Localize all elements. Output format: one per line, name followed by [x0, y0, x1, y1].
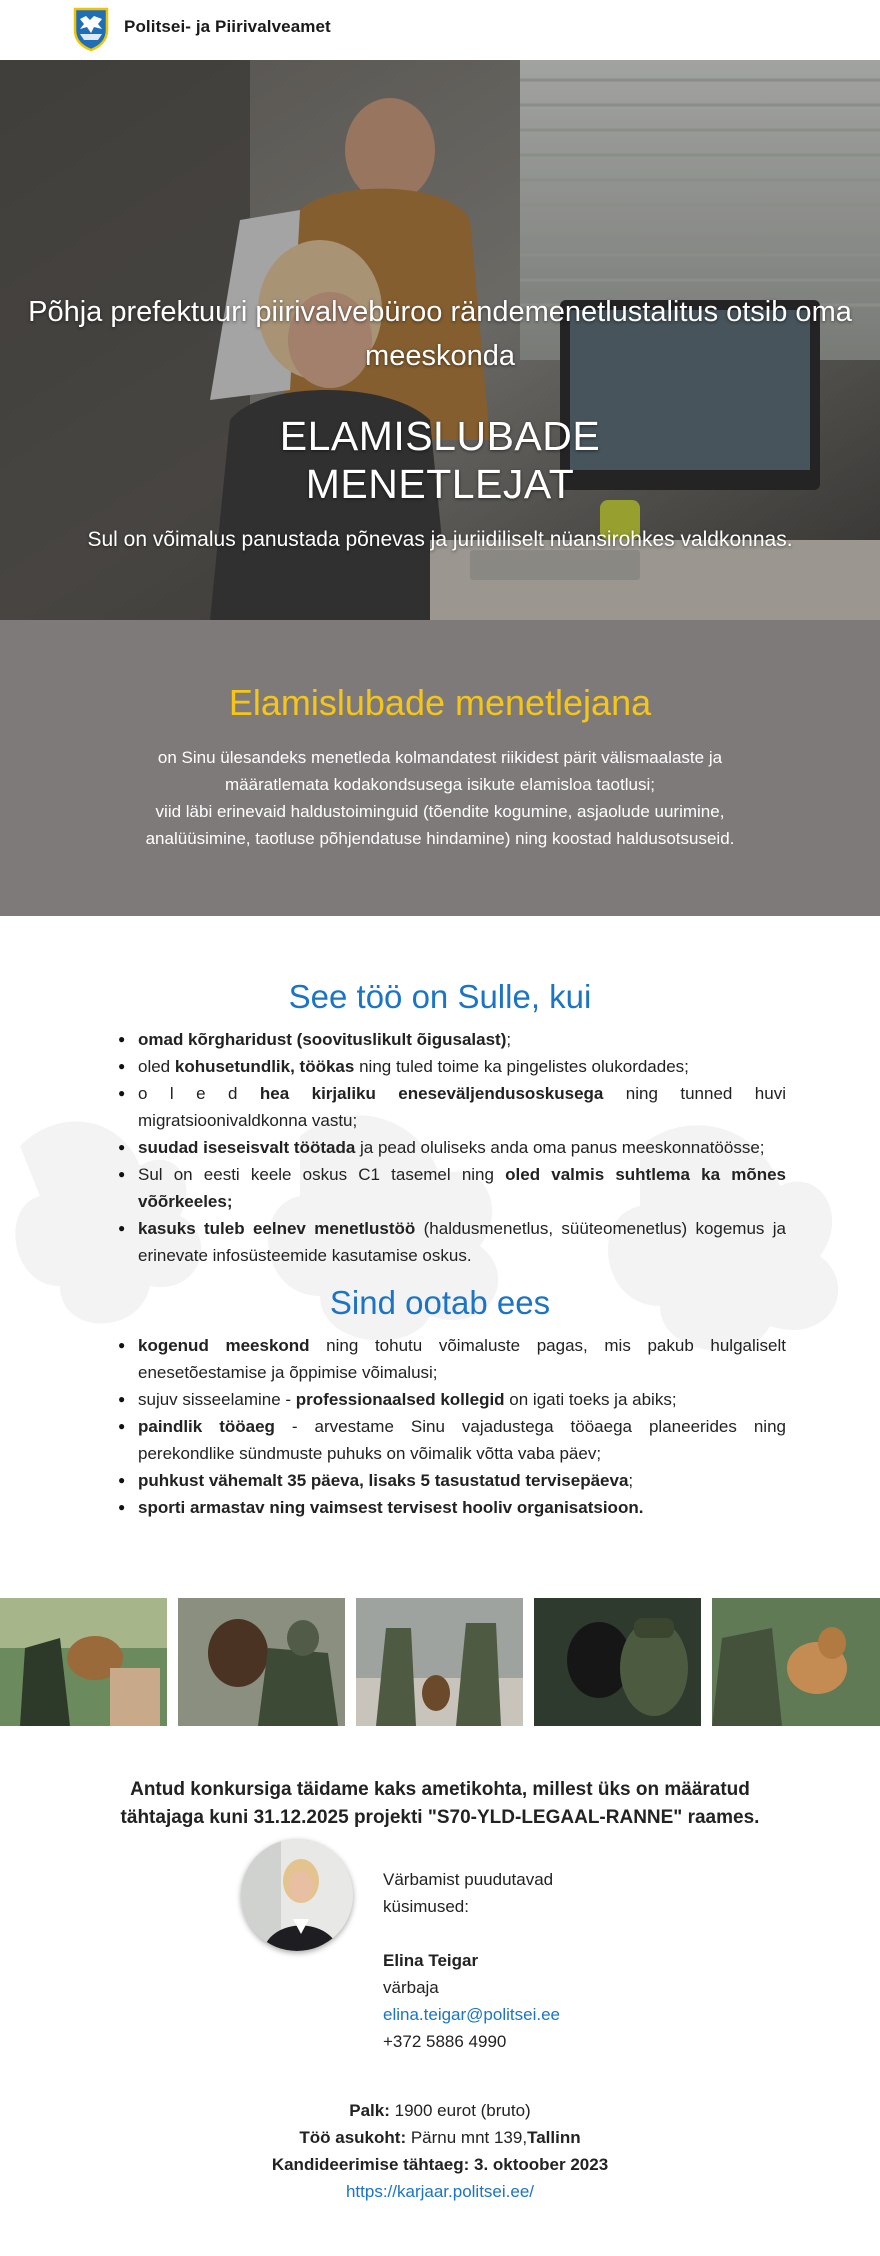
list-item: ● Sul on eesti keele oskus C1 tasemel ning oled valmis suhtlema ka mõnes võõrkeeles;	[118, 1161, 786, 1215]
contact-heading: Värbamist puudutavad	[383, 1870, 554, 1889]
dog-handler-photo	[0, 1598, 167, 1726]
photo-strip	[0, 1598, 880, 1726]
dog-portrait-photo	[534, 1598, 701, 1726]
job-meta	[0, 2097, 880, 2205]
role-title: Elamislubade menetlejana	[228, 682, 652, 723]
requirements-list	[118, 1026, 786, 1269]
puppy-photo	[712, 1598, 880, 1726]
vacancy-note-line-2: tähtajaga kuni 31.12.2025 projekti "S70-YLD-LEGAAL-RANNE" raames.	[120, 1807, 760, 1828]
contact-phone: +372 5886 4990	[383, 2032, 507, 2051]
list-item: ● omad kõrgharidust (soovituslikult õigusalast);	[118, 1026, 786, 1053]
deadline-info: Kandideerimise tähtaeg: 3. oktoober 2023	[271, 2155, 609, 2174]
contact-heading-2: küsimused:	[383, 1897, 469, 1916]
hero-banner	[0, 60, 880, 620]
list-item: ● puhkust vähemalt 35 päeva, lisaks 5 tasustatud tervisepäeva;	[118, 1467, 786, 1494]
patrol-team-photo	[356, 1598, 523, 1726]
officer-with-dog-photo	[178, 1598, 345, 1726]
hero-title-line-2: MENETLEJAT	[305, 461, 575, 507]
role-line-3: viid läbi erinevaid haldustoiminguid (tõendite kogumine, asjaolude uurimine,	[155, 802, 725, 821]
contact-role: värbaja	[383, 1978, 439, 1997]
recruiter-photo	[241, 1839, 353, 1951]
vacancy-note	[0, 1776, 880, 1832]
list-item: ● sujuv sisseelamine - professionaalsed kollegid on igati toeks ja abiks;	[118, 1386, 786, 1413]
list-item: ● sporti armastav ning vaimsest tervisest hooliv organisatsioon.	[118, 1494, 786, 1521]
role-line-2: määratlemata kodakondsusega isikute elamisloa taotlusi;	[225, 775, 655, 794]
requirements-title: See töö on Sulle, kui	[288, 978, 592, 1015]
list-item: ● paindlik tööaeg - arvestame Sinu vajadustega tööaega planeerides ning perekondlike sündmuste puhuks on võimalik võtta vaba päev;	[118, 1413, 786, 1467]
vacancy-note-line-1: Antud konkursiga täidame kaks ametikohta, millest üks on määratud	[130, 1779, 750, 1800]
list-item: ● kogenud meeskond ning tohutu võimaluste pagas, mis pakub hulgaliselt enesetõestamise ja õppimise võimalusi;	[118, 1332, 786, 1386]
coat-of-arms-shield-icon[interactable]	[72, 6, 110, 52]
list-item: ● suudad iseseisvalt töötada ja pead oluliseks anda oma panus meeskonnatöösse;	[118, 1134, 786, 1161]
role-description	[0, 744, 880, 852]
list-item: ● kasuks tuleb eelnev menetlustöö (haldusmenetlus, süüteomenetlus) kogemus ja erinevate infosüsteemide kasutamise oskus.	[118, 1215, 786, 1269]
benefits-title: Sind ootab ees	[329, 1284, 551, 1321]
role-line-1: on Sinu ülesandeks menetleda kolmandatest riikidest pärit välismaalaste ja	[157, 748, 723, 767]
list-item: ● oled kohusetundlik, töökas ning tuled toime ka pingelistes olukordades;	[118, 1053, 786, 1080]
benefits-list	[118, 1332, 786, 1521]
role-line-4: analüüsimine, taotluse põhjendatuse hindamine) ning koostad haldusotsuseid.	[145, 829, 735, 848]
hero-title-line-1: ELAMISLUBADE	[279, 413, 601, 459]
recruiter-avatar	[241, 1839, 353, 1951]
list-item: ● o l e d hea kirjaliku eneseväljendusoskusega ning tunned huvi migratsioonivaldkonna vastu;	[118, 1080, 786, 1134]
hero-title	[0, 412, 880, 508]
contact-name: Elina Teigar	[383, 1951, 479, 1970]
hero-kicker: Põhja prefektuuri piirivalvebüroo rändemenetlustalitus otsib oma meeskonda	[28, 296, 852, 372]
career-link[interactable]: https://karjaar.politsei.ee/	[345, 2182, 535, 2201]
location-info: Töö asukoht: Pärnu mnt 139,Tallinn	[299, 2128, 581, 2147]
hero-subtitle: Sul on võimalus panustada põnevas ja juriidiliselt nüansirohkes valdkonnas.	[87, 528, 793, 551]
recruiter-contact	[383, 1866, 643, 2055]
site-header	[0, 0, 880, 60]
organization-name[interactable]: Politsei- ja Piirivalveamet	[124, 17, 331, 36]
contact-email-link[interactable]: elina.teigar@politsei.ee	[383, 2005, 560, 2024]
salary-info: Palk: 1900 eurot (bruto)	[349, 2101, 531, 2120]
